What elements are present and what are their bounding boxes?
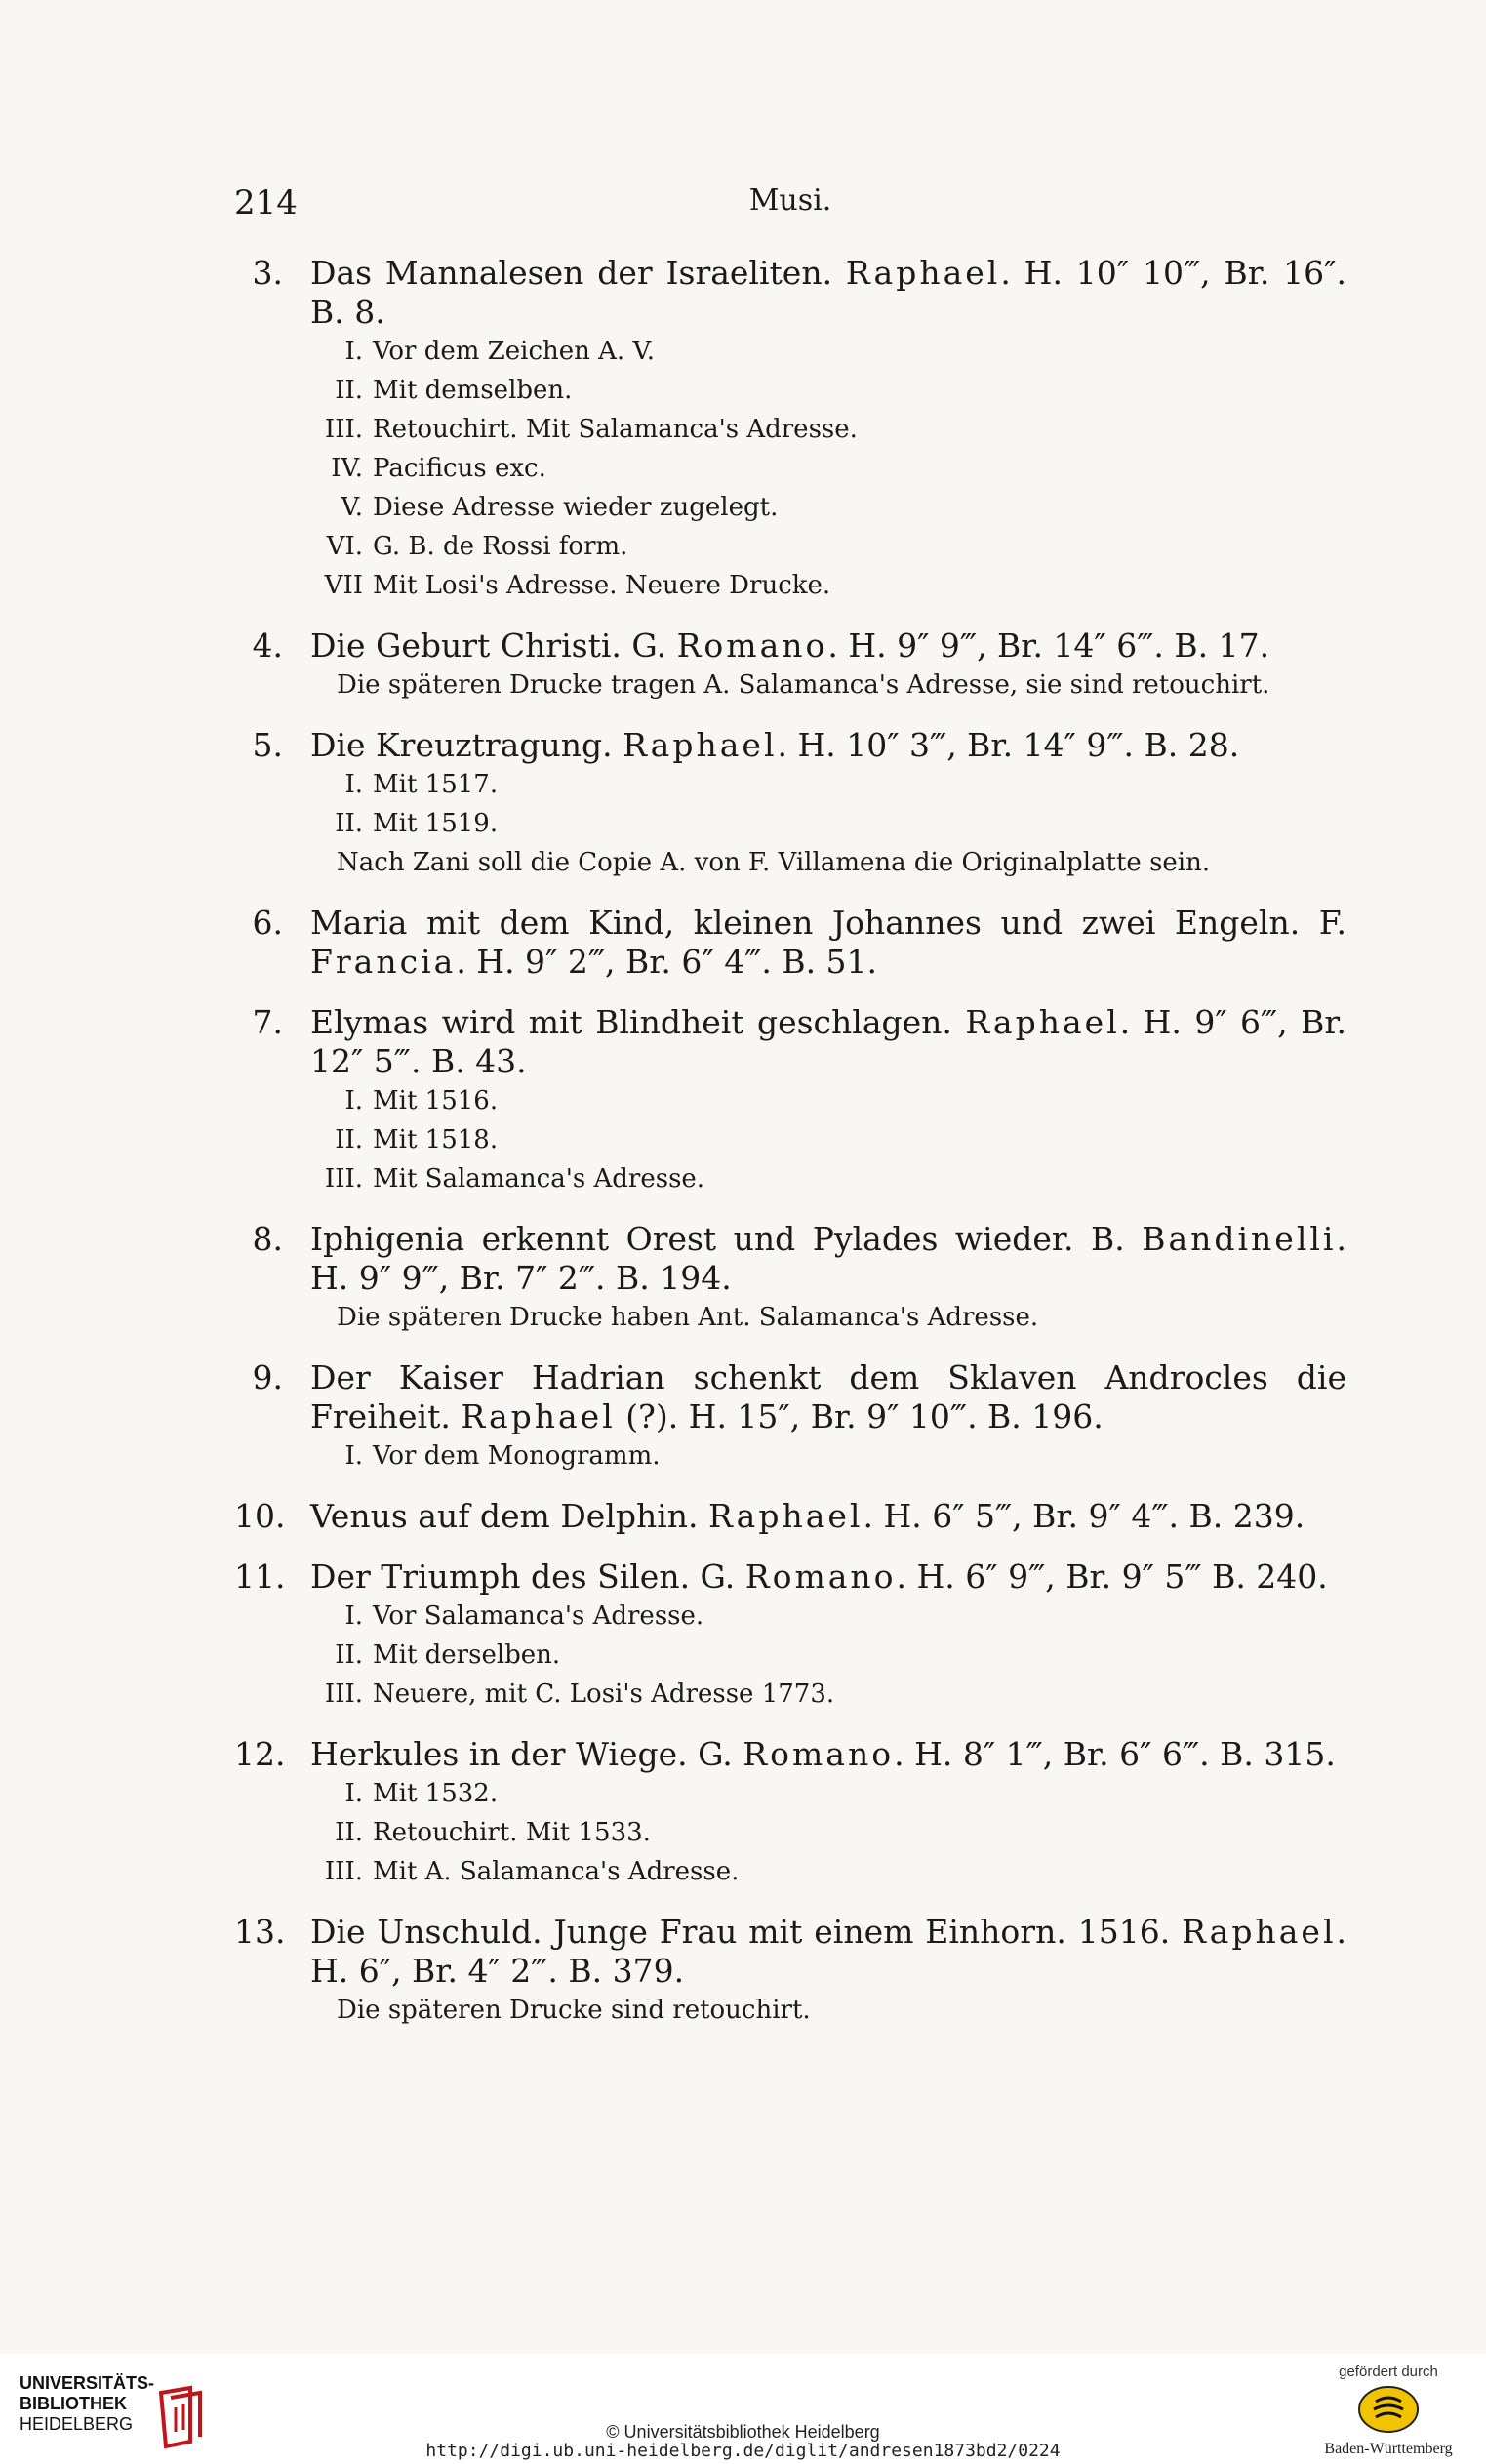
entry-number: 4. <box>252 626 283 665</box>
entry-number: 10. <box>234 1497 286 1535</box>
entry-subject: Die Kreuztragung. <box>310 726 623 764</box>
entry-title <box>310 1913 1346 1991</box>
state-numeral: VI. <box>326 532 363 561</box>
permalink-url[interactable]: http://digi.ub.uni-heidelberg.de/diglit/andresen1873bd2/0224 <box>425 2441 1061 2461</box>
entry-note: Die späteren Drucke tragen A. Salamanca's Adresse, sie sind retouchirt. <box>337 670 1270 700</box>
state-text: Pacificus exc. <box>373 454 546 483</box>
state-item <box>324 1596 1346 1636</box>
state-text: Retouchirt. Mit Salamanca's Adresse. <box>373 415 858 444</box>
state-list <box>324 1596 1346 1714</box>
state-item <box>324 1813 1346 1852</box>
state-numeral: VII <box>324 571 363 600</box>
state-item <box>324 332 1346 371</box>
entry-title <box>310 254 1346 332</box>
state-numeral: I. <box>344 1086 363 1115</box>
entry-dimensions: . H. 9″ 2‴, Br. 6″ 4‴. B. 51. <box>456 943 878 981</box>
state-item <box>324 566 1346 605</box>
entry-number: 6. <box>252 904 283 942</box>
entry-dimensions: . H. 10″ 3‴, Br. 14″ 9‴. B. 28. <box>777 726 1240 764</box>
page-number: 214 <box>234 183 298 222</box>
entry-artist: Romano <box>743 1735 895 1773</box>
entry-title <box>310 904 1346 982</box>
entry-subject: Die Unschuld. Junge Frau mit einem Einhorn. 1516. <box>310 1913 1183 1951</box>
state-list <box>324 1774 1346 1891</box>
entry-dimensions: . H. 9″ 6‴, Br. 12″ 5‴. B. 43. <box>310 1003 1346 1080</box>
state-item <box>324 1436 1346 1475</box>
state-list <box>324 332 1346 605</box>
state-text: Retouchirt. Mit 1533. <box>373 1818 651 1847</box>
entry-subject: Elymas wird mit Blindheit geschlagen. <box>310 1003 966 1041</box>
entry-number: 5. <box>252 726 283 764</box>
state-list <box>324 1081 1346 1198</box>
state-numeral: III. <box>324 1164 363 1193</box>
entry-number: 7. <box>252 1003 283 1041</box>
entry-dimensions: . H. 9″ 9‴, Br. 7″ 2‴. B. 194. <box>310 1220 1346 1297</box>
page-header <box>234 183 1346 222</box>
entry-title <box>310 626 1346 666</box>
catalogue-entry <box>234 1735 1346 1891</box>
state-item <box>324 1675 1346 1714</box>
catalogue-entry <box>234 1358 1346 1475</box>
state-crest-icon <box>1354 2384 1423 2435</box>
entry-subject: Die Geburt Christi. G. <box>310 626 677 665</box>
entry-title <box>310 1735 1346 1774</box>
entry-title <box>310 1220 1346 1298</box>
state-text: Mit Salamanca's Adresse. <box>373 1164 705 1193</box>
state-numeral: III. <box>324 1857 363 1886</box>
state-name: Baden-Württemberg <box>1324 2441 1453 2457</box>
entry-artist: Raphael <box>623 726 778 764</box>
state-text: Mit A. Salamanca's Adresse. <box>373 1857 740 1886</box>
state-text: Mit Losi's Adresse. Neuere Drucke. <box>373 571 831 600</box>
entry-number: 3. <box>252 254 283 292</box>
state-text: Diese Adresse wieder zugelegt. <box>373 493 779 522</box>
catalogue-entries <box>234 254 1346 2051</box>
state-text: Mit demselben. <box>373 376 573 405</box>
entry-subject: Der Triumph des Silen. G. <box>310 1557 745 1596</box>
catalogue-entry <box>234 1003 1346 1198</box>
entry-artist: Raphael <box>461 1397 616 1435</box>
state-text: G. B. de Rossi form. <box>373 532 628 561</box>
state-text: Vor dem Zeichen A. V. <box>373 337 655 366</box>
catalogue-entry <box>234 254 1346 605</box>
state-item <box>324 527 1346 566</box>
copyright-block <box>0 2422 1486 2461</box>
state-item <box>324 1852 1346 1891</box>
catalogue-entry <box>234 726 1346 882</box>
catalogue-entry <box>234 1497 1346 1536</box>
state-text: Mit 1519. <box>373 809 499 838</box>
entry-dimensions: . H. 8″ 1‴, Br. 6″ 6‴. B. 315. <box>894 1735 1336 1773</box>
state-numeral: II. <box>335 1640 363 1670</box>
entry-subject: Das Mannalesen der Israeliten. <box>310 254 846 292</box>
copyright-text: © Universitätsbibliothek Heidelberg <box>606 2422 880 2442</box>
entry-note: Die späteren Drucke sind retouchirt. <box>337 1996 811 2025</box>
state-item <box>324 1081 1346 1120</box>
state-text: Mit derselben. <box>373 1640 561 1670</box>
catalogue-entry <box>234 1557 1346 1714</box>
entry-title <box>310 1497 1346 1536</box>
state-item <box>324 488 1346 527</box>
state-item <box>324 1159 1346 1198</box>
entry-title <box>310 1557 1346 1596</box>
state-numeral: I. <box>344 337 363 366</box>
state-numeral: II. <box>335 376 363 405</box>
entry-subject: Maria mit dem Kind, kleinen Johannes und zwei Engeln. F. <box>310 904 1346 942</box>
state-numeral: III. <box>324 415 363 444</box>
entry-title <box>310 1003 1346 1081</box>
entry-dimensions: . H. 6″, Br. 4″ 2‴. B. 379. <box>310 1913 1346 1990</box>
state-list <box>324 1436 1346 1475</box>
library-name-line3: HEIDELBERG <box>20 2414 134 2434</box>
state-text: Neuere, mit C. Losi's Adresse 1773. <box>373 1679 835 1709</box>
state-item <box>324 449 1346 488</box>
entry-artist: Bandinelli <box>1142 1220 1337 1258</box>
state-numeral: I. <box>344 1601 363 1631</box>
entry-dimensions: (?). H. 15″, Br. 9″ 10‴. B. 196. <box>615 1397 1104 1435</box>
state-numeral: II. <box>335 1125 363 1154</box>
state-item <box>324 371 1346 410</box>
state-item <box>324 765 1346 804</box>
state-numeral: IV. <box>331 454 363 483</box>
entry-number: 13. <box>234 1913 286 1951</box>
entry-subject: Venus auf dem Delphin. <box>310 1497 709 1535</box>
state-text: Mit 1517. <box>373 770 499 799</box>
state-text: Mit 1516. <box>373 1086 499 1115</box>
entry-number: 8. <box>252 1220 283 1258</box>
state-list <box>324 765 1346 843</box>
entry-note: Nach Zani soll die Copie A. von F. Villamena die Originalplatte sein. <box>337 848 1211 877</box>
running-title: Musi. <box>748 183 832 218</box>
state-item <box>324 1120 1346 1159</box>
state-item <box>324 804 1346 843</box>
entry-artist: Raphael <box>845 254 1001 292</box>
state-numeral: II. <box>335 809 363 838</box>
entry-title <box>310 726 1346 765</box>
state-text: Mit 1518. <box>373 1125 499 1154</box>
entry-note: Die späteren Drucke haben Ant. Salamanca's Adresse. <box>337 1303 1039 1332</box>
funded-by-label: gefördert durch <box>1339 2363 1438 2380</box>
entry-dimensions: . H. 6″ 5‴, Br. 9″ 4‴. B. 239. <box>863 1497 1305 1535</box>
entry-subject: Iphigenia erkennt Orest und Pylades wieder. B. <box>310 1220 1143 1258</box>
state-numeral: I. <box>344 770 363 799</box>
entry-number: 12. <box>234 1735 286 1773</box>
state-numeral: V. <box>341 493 363 522</box>
state-text: Vor Salamanca's Adresse. <box>373 1601 704 1631</box>
state-numeral: III. <box>324 1679 363 1709</box>
state-numeral: I. <box>344 1441 363 1471</box>
state-item <box>324 1636 1346 1675</box>
state-numeral: II. <box>335 1818 363 1847</box>
footer-bar <box>0 2354 1486 2464</box>
state-item <box>324 410 1346 449</box>
entry-subject: Der Kaiser Hadrian schenkt dem Sklaven Androcles die Freiheit. <box>310 1358 1346 1435</box>
entry-artist: Raphael <box>965 1003 1120 1041</box>
entry-artist: Raphael <box>1182 1913 1337 1951</box>
state-text: Vor dem Monogramm. <box>373 1441 661 1471</box>
entry-artist: Francia <box>310 943 457 981</box>
entry-subject: Herkules in der Wiege. G. <box>310 1735 743 1773</box>
library-name-line1: UNIVERSITÄTS- <box>20 2373 155 2393</box>
entry-artist: Romano <box>676 626 828 665</box>
entry-dimensions: . H. 9″ 9‴, Br. 14″ 6‴. B. 17. <box>827 626 1270 665</box>
entry-artist: Romano <box>744 1557 897 1596</box>
entry-dimensions: . H. 6″ 9‴, Br. 9″ 5‴ B. 240. <box>896 1557 1328 1596</box>
catalogue-entry <box>234 1913 1346 2030</box>
entry-artist: Raphael <box>708 1497 863 1535</box>
state-numeral: I. <box>344 1779 363 1808</box>
catalogue-entry <box>234 1220 1346 1337</box>
catalogue-entry <box>234 626 1346 705</box>
entry-number: 9. <box>252 1358 283 1396</box>
entry-title <box>310 1358 1346 1436</box>
state-item <box>324 1774 1346 1813</box>
entry-number: 11. <box>234 1557 286 1596</box>
entry-dimensions: . H. 10″ 10‴, Br. 16″. B. 8. <box>310 254 1346 331</box>
library-name-line2: BIBLIOTHEK <box>20 2394 127 2413</box>
catalogue-entry <box>234 904 1346 982</box>
funding-logo[interactable] <box>1310 2363 1466 2458</box>
state-text: Mit 1532. <box>373 1779 499 1808</box>
